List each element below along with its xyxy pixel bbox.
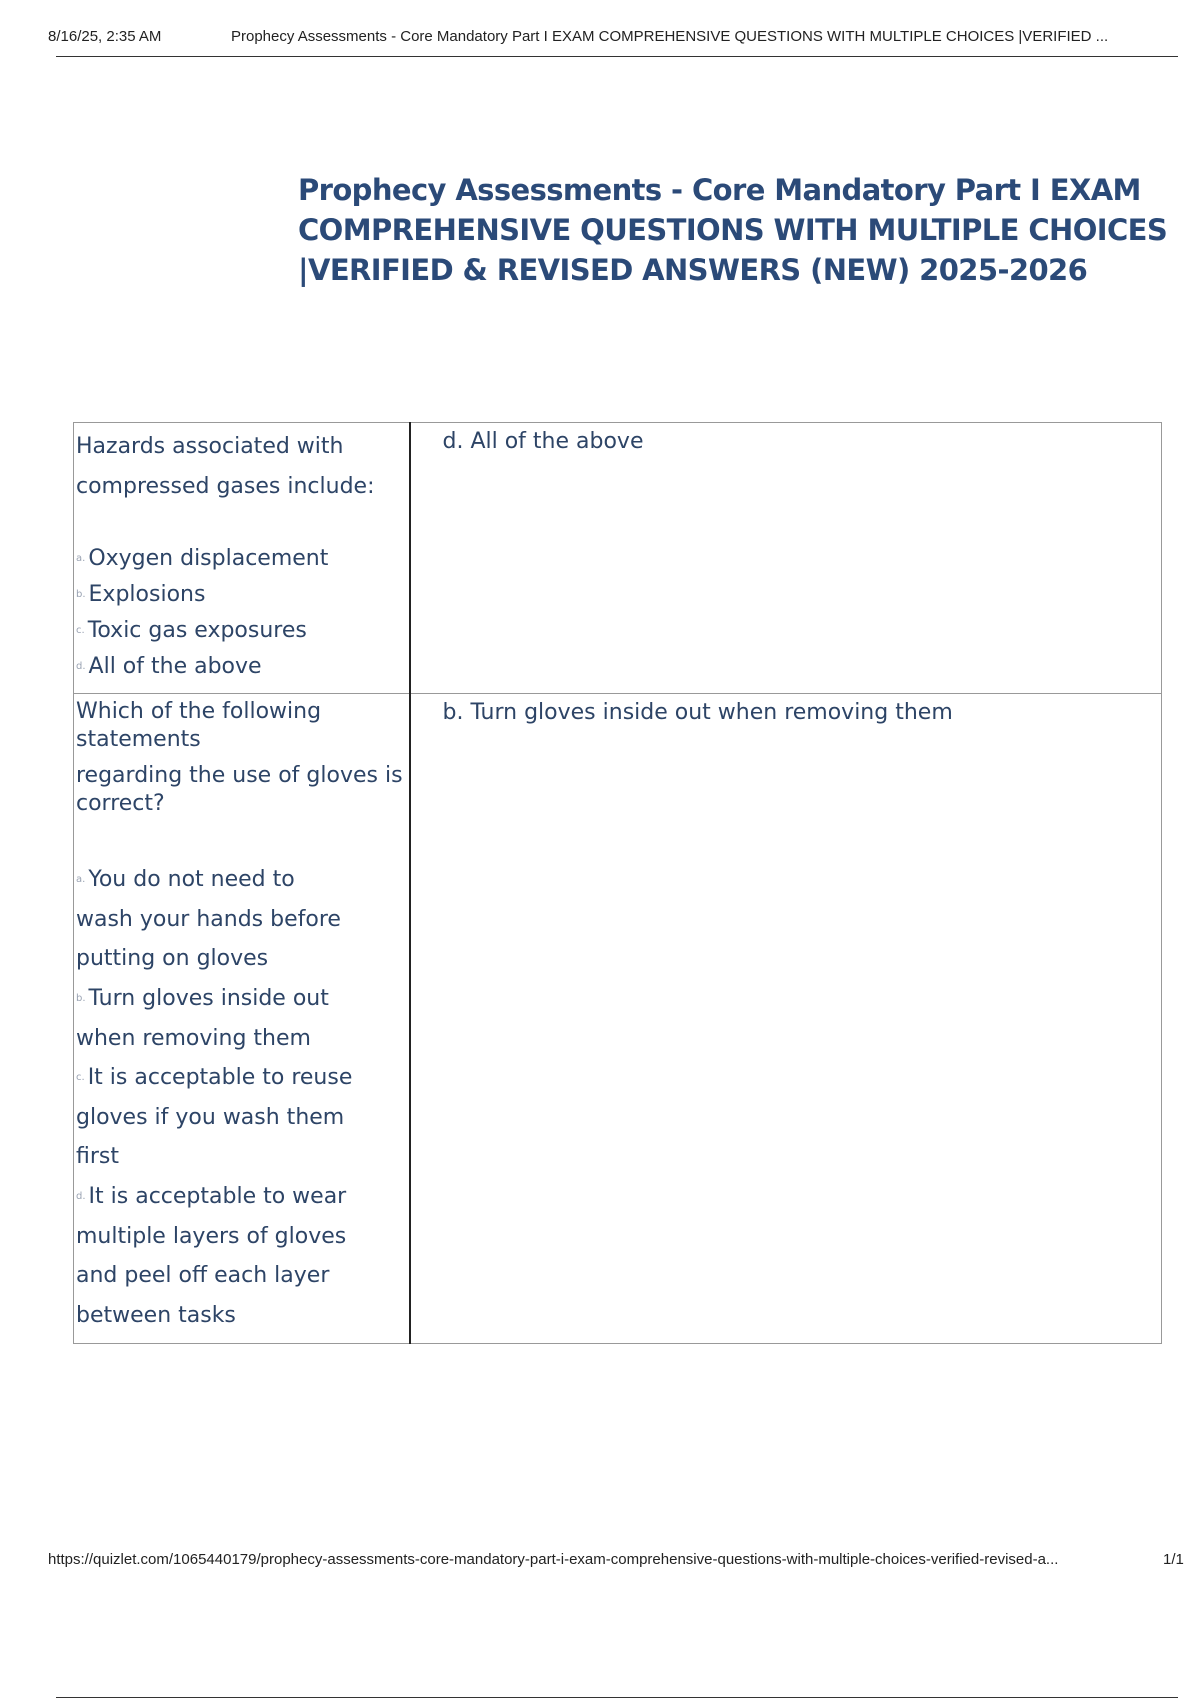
choice-item <box>76 1058 405 1177</box>
choice-marker: a. <box>76 874 86 886</box>
question-text: statements <box>76 727 201 752</box>
choice-text: wash your hands before <box>76 906 341 932</box>
choice-marker: a. <box>76 553 86 564</box>
answer-text: d. All of the above <box>442 429 644 454</box>
choice-text: All of the above <box>88 654 262 679</box>
choice-marker: d. <box>76 1191 86 1202</box>
choice-text: Turn gloves inside out <box>88 985 329 1011</box>
title-line-1: Prophecy Assessments - Core Mandatory Part I EXAM <box>298 173 1141 207</box>
choice-text: Explosions <box>88 582 206 607</box>
choice-text: It is acceptable to reuse <box>87 1065 353 1090</box>
choice-marker: c. <box>76 1072 85 1084</box>
choice-item <box>76 860 405 979</box>
choice-text: first <box>76 1144 119 1170</box>
question-text: compressed gases include: <box>76 474 375 499</box>
page-number: 1/1 <box>1163 1551 1184 1568</box>
answer-cell <box>410 423 1162 694</box>
source-url-link[interactable]: https://quizlet.com/1065440179/prophecy-assessments-core-mandatory-part-i-exam-comprehensive-questions-with-multiple-choices-verified-revised-a... <box>48 1551 1059 1568</box>
document-title <box>298 170 1178 290</box>
choice-text: It is acceptable to wear <box>88 1183 347 1209</box>
footer-divider <box>56 1697 1178 1698</box>
choice-text: Oxygen displacement <box>88 546 329 571</box>
choice-text: between tasks <box>76 1302 236 1328</box>
choice-text: You do not need to <box>88 867 295 892</box>
answer-text: b. Turn gloves inside out when removing them <box>442 700 953 725</box>
table-row <box>74 423 1162 694</box>
question-text: correct? <box>76 791 165 816</box>
choice-marker: c. <box>76 625 85 636</box>
choice-item <box>76 541 405 577</box>
choice-text: gloves if you wash them <box>76 1104 345 1130</box>
title-line-2: COMPREHENSIVE QUESTIONS WITH MULTIPLE CHOICES <box>298 213 1168 247</box>
table-row <box>74 694 1162 1344</box>
header-divider <box>56 56 1178 57</box>
choice-marker: b. <box>76 993 86 1004</box>
choice-marker: b. <box>76 589 86 600</box>
choice-text: when removing them <box>76 1025 311 1051</box>
question-text: regarding the use of gloves is <box>76 763 403 788</box>
choice-marker: d. <box>76 661 86 672</box>
title-line-3: |VERIFIED & REVISED ANSWERS (NEW) 2025-2026 <box>298 253 1088 287</box>
choice-text: and peel off each layer <box>76 1263 330 1288</box>
choice-item <box>76 1177 405 1335</box>
print-date: 8/16/25, 2:35 AM <box>48 28 162 45</box>
choice-item <box>76 613 405 649</box>
print-doc-title: Prophecy Assessments - Core Mandatory Part I EXAM COMPREHENSIVE QUESTIONS WITH MULTIPLE CHOICES |VERIFIED ... <box>231 28 1109 45</box>
choice-text: Toxic gas exposures <box>87 618 307 643</box>
question-text: Which of the following <box>76 699 322 724</box>
question-cell <box>74 423 410 694</box>
question-cell <box>74 694 410 1344</box>
choice-item <box>76 979 405 1058</box>
answer-cell <box>410 694 1162 1344</box>
choice-item <box>76 577 405 613</box>
choice-item <box>76 649 405 685</box>
choice-text: putting on gloves <box>76 946 269 972</box>
choice-text: multiple layers of gloves <box>76 1223 347 1249</box>
qa-table <box>73 422 1162 1344</box>
question-text: Hazards associated with <box>76 434 344 459</box>
